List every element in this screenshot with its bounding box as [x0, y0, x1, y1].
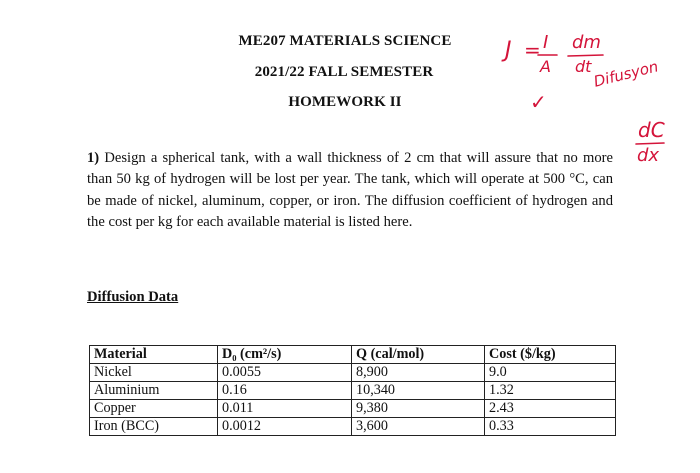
section-title: Diffusion Data — [87, 289, 179, 305]
table-cell: 10,340 — [352, 382, 485, 400]
table-cell: 0.011 — [218, 400, 352, 418]
gradient-dC: dC — [638, 118, 665, 142]
diffusion-data-table — [89, 345, 616, 436]
header-cell: D₀ (cm²/s) — [218, 346, 352, 364]
header-cell: Cost ($/kg) — [485, 346, 616, 364]
table-row — [90, 364, 616, 382]
assignment-title: HOMEWORK II — [288, 94, 402, 110]
flux-A: A — [540, 57, 551, 76]
table-cell: 2.43 — [485, 400, 616, 418]
flux-I: I — [543, 32, 549, 53]
table-cell: Iron (BCC) — [90, 418, 218, 436]
table-header-row — [90, 346, 616, 364]
table-cell: 1.32 — [485, 382, 616, 400]
table-cell: Copper — [90, 400, 218, 418]
flux-dt: dt — [575, 57, 592, 76]
semester-title: 2021/22 FALL SEMESTER — [254, 64, 434, 80]
table-cell: 9,380 — [352, 400, 485, 418]
table-cell: 0.0055 — [218, 364, 352, 382]
problem-statement — [87, 148, 613, 233]
table-cell: 9.0 — [485, 364, 616, 382]
table-row — [90, 400, 616, 418]
header-cell: Q (cal/mol) — [352, 346, 485, 364]
problem-text: Design a spherical tank, with a wall thickness of 2 cm that will assure that no more than 50 kg of hydrogen will be lost per year. The tank, which will operate at 500 °C, can be made of nickel, aluminum, copper, or iron. The diffusion coefficient of hydrogen and the cost per kg for each available material is listed here. — [87, 150, 613, 230]
checkmark-icon: ✓ — [530, 90, 547, 114]
table-cell: 8,900 — [352, 364, 485, 382]
table-cell: 0.0012 — [218, 418, 352, 436]
table-cell: 3,600 — [352, 418, 485, 436]
table-row — [90, 418, 616, 436]
header-cell: Material — [90, 346, 218, 364]
flux-equals: = — [524, 38, 541, 62]
table-cell: 0.33 — [485, 418, 616, 436]
table-cell: Nickel — [90, 364, 218, 382]
gradient-dx: dx — [637, 145, 660, 166]
problem-number: 1) — [87, 150, 100, 166]
table-row — [90, 382, 616, 400]
flux-J: J — [505, 38, 512, 63]
fraction-bar-dm-dt — [568, 55, 603, 56]
course-title: ME207 MATERIALS SCIENCE — [238, 33, 452, 49]
table-cell: Aluminium — [90, 382, 218, 400]
flux-dm: dm — [572, 32, 601, 53]
fraction-bar-dC-dx — [636, 143, 664, 144]
table-cell: 0.16 — [218, 382, 352, 400]
diffusion-note: Difusyon — [591, 57, 661, 91]
